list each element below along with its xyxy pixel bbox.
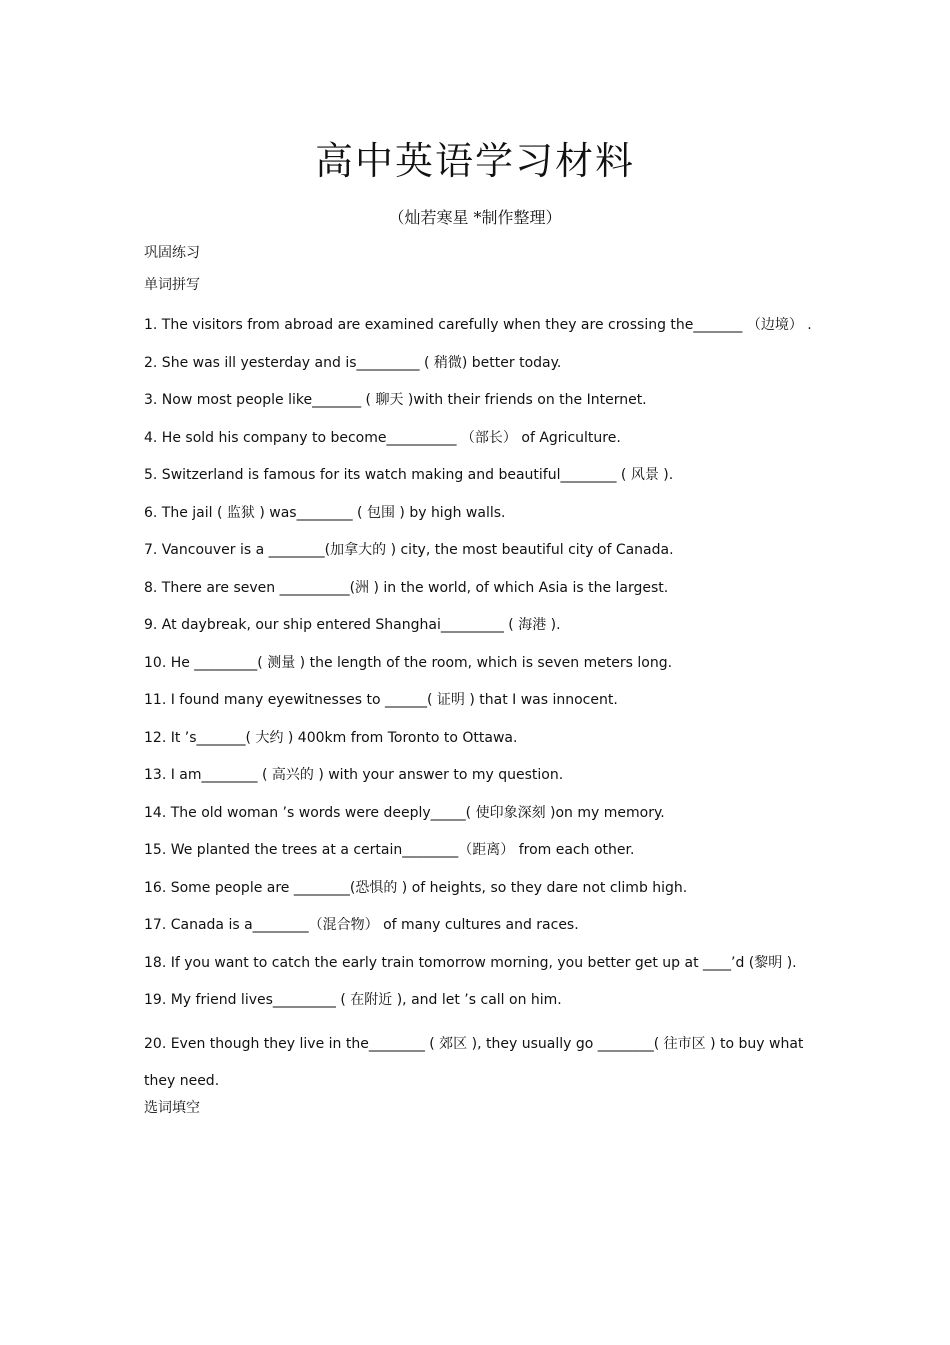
exercise-item: 19. My friend lives_________ ( 在附近 ), and let ’s call on him. xyxy=(144,992,562,1008)
exercise-item: 11. I found many eyewitnesses to ______( 证明 ) that I was innocent. xyxy=(144,692,618,708)
exercise-list xyxy=(144,313,814,1101)
exercise-item: 4. He sold his company to become__________ （部长） of Agriculture. xyxy=(144,429,621,446)
section-heading-spelling: 单词拼写 xyxy=(144,277,200,293)
exercise-item: 17. Canada is a________（混合物） of many cultures and races. xyxy=(144,917,579,933)
exercise-item: 3. Now most people like_______ ( 聊天 )with their friends on the Internet. xyxy=(144,392,647,408)
exercise-item: 8. There are seven __________(洲 ) in the world, of which Asia is the largest. xyxy=(144,579,669,596)
exercise-item: 5. Switzerland is famous for its watch making and beautiful________ ( 风景 ). xyxy=(144,467,674,483)
exercise-item: 18. If you want to catch the early train tomorrow morning, you better get up at ____’d (黎明 ). xyxy=(144,954,797,971)
exercise-item: 13. I am________ ( 高兴的 ) with your answer to my question. xyxy=(144,767,564,783)
exercise-item: 10. He _________( 测量 ) the length of the room, which is seven meters long. xyxy=(144,654,673,671)
exercise-item: 6. The jail ( 监狱 ) was________ ( 包围 ) by high walls. xyxy=(144,504,506,521)
exercise-item: 2. She was ill yesterday and is_________ ( 稍微) better today. xyxy=(144,354,562,371)
exercise-item: 7. Vancouver is a ________(加拿大的 ) city, the most beautiful city of Canada. xyxy=(144,542,674,558)
exercise-item: 14. The old woman ’s words were deeply_____( 使印象深刻 )on my memory. xyxy=(144,804,665,821)
section-heading-choose: 选词填空 xyxy=(144,1100,200,1116)
section-heading-review: 巩固练习 xyxy=(144,245,200,261)
exercise-item: 20. Even though they live in the________ ( 郊区 ), they usually go ________( 往市区 ) to buy what they need. xyxy=(144,1035,804,1089)
exercise-item: 1. The visitors from abroad are examined carefully when they are crossing the_______ （边境） . xyxy=(144,317,812,333)
page-subtitle: （灿若寒星 *制作整理） xyxy=(388,208,562,227)
exercise-item: 16. Some people are ________(恐惧的 ) of heights, so they dare not climb high. xyxy=(144,879,688,896)
page-title: 高中英语学习材料 xyxy=(314,139,635,183)
exercise-item: 15. We planted the trees at a certain________（距离） from each other. xyxy=(144,842,635,858)
exercise-item: 12. It ’s_______( 大约 ) 400km from Toronto to Ottawa. xyxy=(144,729,518,746)
exercise-item: 9. At daybreak, our ship entered Shanghai_________ ( 海港 ). xyxy=(144,617,561,633)
